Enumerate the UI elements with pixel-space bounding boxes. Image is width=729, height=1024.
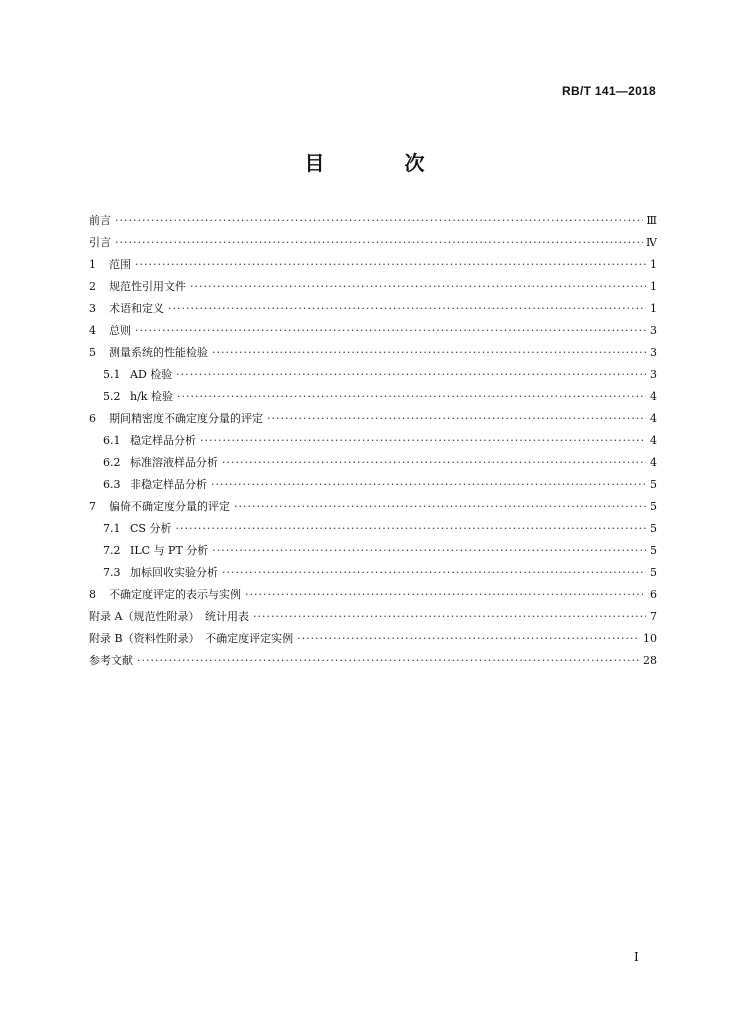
toc-entry[interactable] <box>89 206 657 228</box>
toc-entry[interactable] <box>89 558 657 580</box>
toc-entry-page: 5 <box>650 478 657 491</box>
toc-entry[interactable] <box>89 514 657 536</box>
toc-entry-page: 28 <box>643 654 657 667</box>
toc-entry-number: 7.1 <box>103 522 121 535</box>
table-of-contents <box>89 206 657 668</box>
toc-entry-label: CS 分析 <box>130 522 172 535</box>
toc-entry-page: 5 <box>650 522 657 535</box>
toc-entry-label: 前言 <box>89 214 111 227</box>
toc-entry-page: 4 <box>650 412 657 425</box>
toc-entry-label: ILC 与 PT 分析 <box>130 544 209 557</box>
toc-entry-label: 总则 <box>109 324 131 337</box>
dot-leader <box>267 412 646 426</box>
toc-entry[interactable] <box>89 360 657 382</box>
toc-entry-page: 6 <box>650 588 657 601</box>
toc-entry-number: 6.2 <box>103 456 121 469</box>
toc-entry-number: 5.1 <box>103 368 121 381</box>
dot-leader <box>297 632 640 646</box>
dot-leader <box>211 478 646 492</box>
toc-entry-number: 7.3 <box>103 566 121 579</box>
toc-entry[interactable] <box>89 382 657 404</box>
toc-entry[interactable] <box>89 448 657 470</box>
toc-entry-page: 3 <box>650 368 657 381</box>
toc-entry[interactable] <box>89 228 657 250</box>
document-code: RB/T 141—2018 <box>562 84 656 98</box>
toc-entry-label: h/k 检验 <box>130 390 173 403</box>
toc-entry-number: 7.2 <box>103 544 121 557</box>
toc-entry-number: 6.3 <box>103 478 121 491</box>
dot-leader <box>190 280 646 294</box>
toc-entry-label: 引言 <box>89 236 111 249</box>
toc-entry-label: 稳定样品分析 <box>130 434 196 447</box>
toc-entry[interactable] <box>89 580 657 602</box>
toc-entry-page: Ⅳ <box>646 236 657 249</box>
toc-entry[interactable] <box>89 294 657 316</box>
toc-entry-page: 1 <box>650 258 657 271</box>
toc-entry-page: 4 <box>650 390 657 403</box>
toc-entry-number: 1 <box>89 258 96 271</box>
toc-entry[interactable] <box>89 338 657 360</box>
dot-leader <box>177 390 646 404</box>
toc-entry-label: 不确定度评定的表示与实例 <box>109 588 241 601</box>
toc-entry-page: 10 <box>643 632 657 645</box>
dot-leader <box>253 610 646 624</box>
toc-entry[interactable] <box>89 272 657 294</box>
dot-leader <box>212 544 646 558</box>
page-number: Ⅰ <box>634 950 639 964</box>
toc-entry-label: 测量系统的性能检验 <box>109 346 208 359</box>
dot-leader <box>245 588 646 602</box>
dot-leader <box>200 434 646 448</box>
dot-leader <box>135 258 646 272</box>
toc-entry-page: 4 <box>650 434 657 447</box>
toc-entry-number: 2 <box>89 280 96 293</box>
toc-entry[interactable] <box>89 492 657 514</box>
toc-entry[interactable] <box>89 426 657 448</box>
toc-entry-page: 5 <box>650 544 657 557</box>
page-title: 目 次 <box>304 151 455 175</box>
toc-entry-number: 6 <box>89 412 96 425</box>
toc-entry-page: 1 <box>650 280 657 293</box>
dot-leader <box>135 324 646 338</box>
toc-entry[interactable] <box>89 602 657 624</box>
toc-entry-label: 附录 A（规范性附录） 统计用表 <box>89 610 249 623</box>
toc-entry-page: 3 <box>650 324 657 337</box>
toc-entry-number: 6.1 <box>103 434 121 447</box>
toc-entry[interactable] <box>89 250 657 272</box>
toc-entry[interactable] <box>89 624 657 646</box>
toc-entry-number: 8 <box>89 588 96 601</box>
dot-leader <box>222 456 646 470</box>
toc-entry[interactable] <box>89 404 657 426</box>
toc-entry-label: 术语和定义 <box>109 302 164 315</box>
toc-entry-number: 3 <box>89 302 96 315</box>
dot-leader <box>222 566 646 580</box>
toc-entry[interactable] <box>89 646 657 668</box>
toc-entry-number: 4 <box>89 324 96 337</box>
toc-entry-page: 7 <box>650 610 657 623</box>
toc-entry-page: 4 <box>650 456 657 469</box>
toc-entry-label: 规范性引用文件 <box>109 280 186 293</box>
dot-leader <box>115 214 643 228</box>
toc-entry-label: AD 检验 <box>130 368 173 381</box>
toc-entry-label: 期间精密度不确定度分量的评定 <box>109 412 263 425</box>
toc-entry-page: 5 <box>650 566 657 579</box>
toc-entry[interactable] <box>89 470 657 492</box>
dot-leader <box>137 654 640 668</box>
toc-entry-page: Ⅲ <box>646 214 657 227</box>
toc-entry-label: 偏倚不确定度分量的评定 <box>109 500 230 513</box>
dot-leader <box>115 236 643 250</box>
toc-entry-number: 7 <box>89 500 96 513</box>
toc-entry-label: 参考文献 <box>89 654 133 667</box>
dot-leader <box>212 346 646 360</box>
toc-entry-label: 范围 <box>109 258 131 271</box>
toc-entry-page: 3 <box>650 346 657 359</box>
toc-entry-label: 加标回收实验分析 <box>130 566 218 579</box>
toc-entry-number: 5.2 <box>103 390 121 403</box>
toc-entry[interactable] <box>89 536 657 558</box>
toc-entry-page: 1 <box>650 302 657 315</box>
dot-leader <box>176 368 646 382</box>
dot-leader <box>175 522 646 536</box>
toc-entry-label: 标准溶液样品分析 <box>130 456 218 469</box>
dot-leader <box>234 500 646 514</box>
toc-entry[interactable] <box>89 316 657 338</box>
toc-entry-number: 5 <box>89 346 96 359</box>
dot-leader <box>168 302 646 316</box>
toc-entry-label: 非稳定样品分析 <box>130 478 207 491</box>
toc-entry-page: 5 <box>650 500 657 513</box>
toc-entry-label: 附录 B（资料性附录） 不确定度评定实例 <box>89 632 294 645</box>
